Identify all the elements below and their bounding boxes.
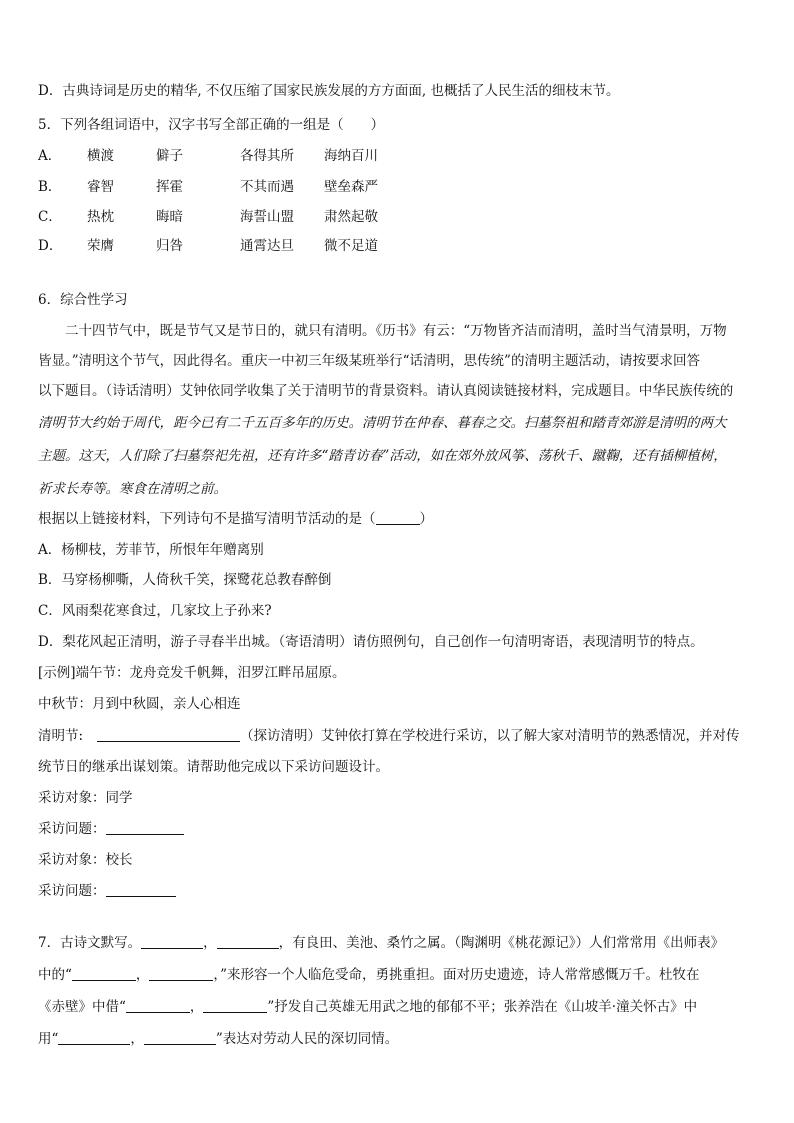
q6-para-line-2: 皆显。”清明这个节气，因此得名。重庆一中初三年级某班举行“话清明，思传统”的清明主题活动，请按要求回答 [38, 353, 700, 369]
q6-qingming-line-2: 统节日的继承出谋划策。请帮助他完成以下采访问题设计。 [38, 759, 389, 775]
answer-blank[interactable] [72, 966, 136, 981]
answer-blank[interactable] [376, 510, 420, 525]
q7-line-4: 用“ ， ”表达对劳动人民的深切同情。 [38, 1031, 399, 1047]
q5-option-d: D． 荣膺 归咎 通霄达旦 微不足道 [38, 238, 378, 254]
q6-qingming-line: 清明节: （探访清明）艾钟依打算在学校进行采访，以了解大家对清明节的熟悉情况，并对传 [38, 728, 740, 744]
q5-option-b: B． 睿智 挥霍 不其而遇 壁垒森严 [38, 179, 378, 195]
answer-blank[interactable] [203, 998, 267, 1013]
q5-option-c: C． 热枕 晦暗 海誓山盟 肃然起敬 [38, 209, 378, 225]
interview-2-target: 采访对象：校长 [38, 852, 133, 868]
interview-1-target: 采访对象：同学 [38, 790, 133, 806]
q6-title: 6．综合性学习 [38, 292, 128, 308]
answer-blank[interactable] [106, 820, 184, 835]
answer-blank[interactable] [149, 966, 213, 981]
q6-option-b: B．马穿杨柳嘶，人倚秋千笑，探鹭花总教春醉倒 [38, 572, 332, 588]
q5-stem: 5．下列各组词语中，汉字书写全部正确的一组是（ ） [38, 117, 385, 133]
q7-line-1: 7．古诗文默写。 ， ，有良田、美池、桑竹之属。（陶渊明《桃花源记》）人们常常用《出师表》 [38, 935, 725, 951]
q6-para-line-6: 祈求长寿等。寒食在清明之前。 [38, 481, 227, 497]
q6-para-line-3: 以下题目。（诗话清明）艾钟依同学收集了关于清明节的背景资料。请认真阅读链接材料，完成题目。中华民族传统的 [38, 383, 734, 399]
answer-blank[interactable] [126, 998, 190, 1013]
interview-2-question: 采访问题： [38, 881, 756, 901]
q6-option-a: A．杨柳枝，芳菲节，所恨年年赠离别 [38, 542, 264, 558]
answer-blank[interactable] [106, 882, 176, 897]
answer-blank[interactable] [141, 934, 203, 949]
q6-example-2: 中秋节：月到中秋圆，亲人心相连 [38, 696, 241, 712]
q6-question: 根据以上链接材料，下列诗句不是描写清明节活动的是（ ） [38, 511, 433, 527]
q5-option-a: A． 横渡 僻子 各得其所 海纳百川 [38, 148, 378, 164]
interview-1-question: 采访问题： [38, 819, 756, 839]
q6-para-line-4: 清明节大约始于周代，距今已有二千五百多年的历史。清明节在仲春、暮春之交。扫墓祭祖和踏青郊游是清明的两大 [38, 415, 727, 431]
q4-option-d: D．古典诗词是历史的精华, 不仅压缩了国家民族发展的方方面面, 也概括了人民生活的细枝末节。 [38, 83, 620, 99]
answer-blank[interactable] [144, 1030, 216, 1045]
answer-blank[interactable] [97, 727, 240, 742]
q6-para-line-1: 二十四节气中，既是节气又是节日的，就只有清明。《历书》有云：“万物皆齐洁而清明，盖时当气清景明，万物 [65, 323, 727, 339]
q7-line-2: 中的“ ， ，”来形容一个人临危受命，勇挑重担。面对历史遗迹，诗人常常感慨万千。杜牧在 [38, 967, 700, 983]
q7-line-3: 《赤壁》中借“ ， ”抒发自己英雄无用武之地的郁郁不平；张养浩在《山坡羊·潼关怀古》中 [38, 999, 698, 1015]
q6-option-d: D．梨花风起正清明，游子寻春半出城。（寄语清明）请仿照例句，自己创作一句清明寄语，表现清明节的特点。 [38, 634, 704, 650]
answer-blank[interactable] [217, 934, 279, 949]
q6-example-1: [示例]端午节：龙舟竞发千帆舞，汨罗江畔吊屈原。 [38, 665, 346, 681]
answer-blank[interactable] [58, 1030, 130, 1045]
q6-option-c: C．风雨梨花寒食过，几家坟上子孙来? [38, 603, 272, 619]
q6-para-line-5: 主题。这天，人们除了扫墓祭祀先祖，还有许多“踏青访春”活动，如在郊外放风筝、荡秋千、蹴鞠，还有插柳植树， [38, 448, 727, 464]
